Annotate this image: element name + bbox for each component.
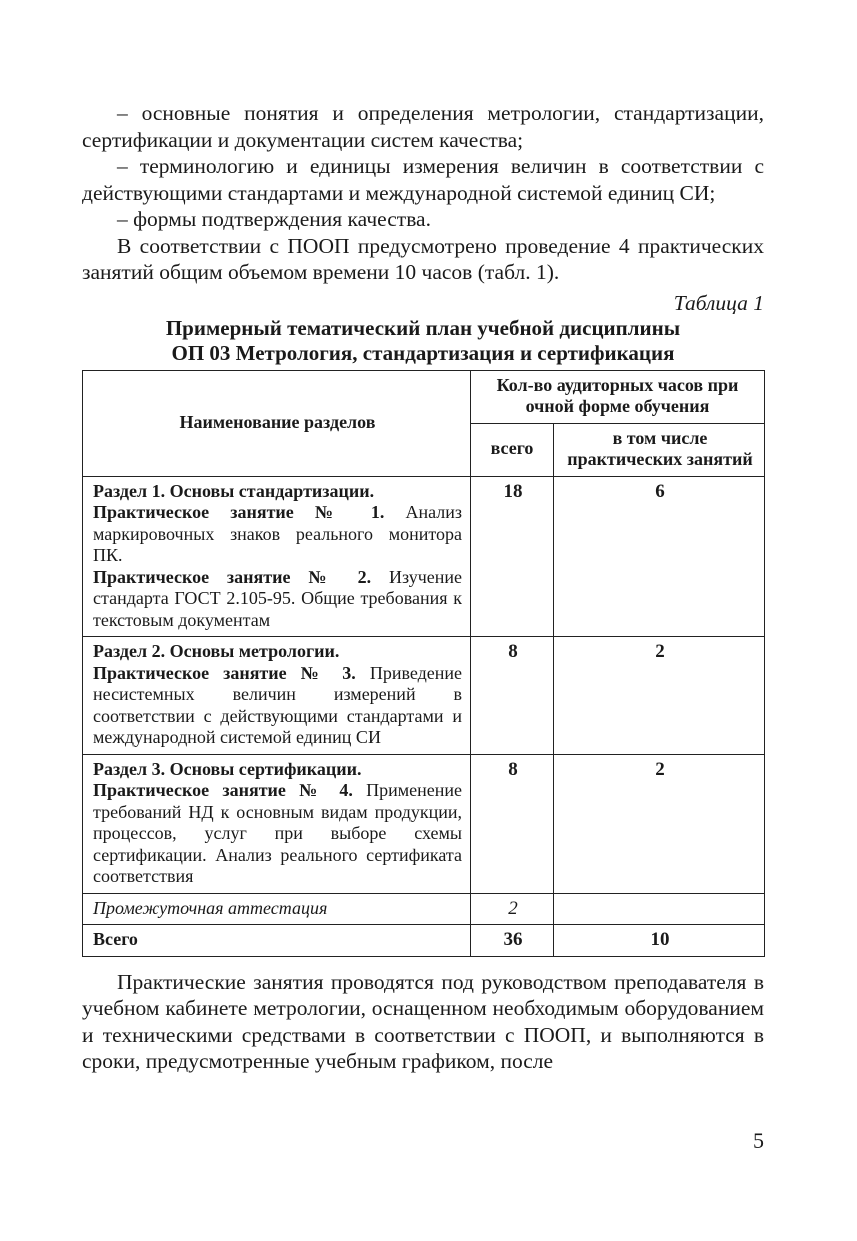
row-total: 18 xyxy=(471,476,554,637)
row-practical: 2 xyxy=(554,637,765,755)
closing-paragraph: Практические занятия проводятся под руководством преподавателя в учебном кабинете метрологии, оснащенном необходимым оборудованием и техническими средствами в соответствии с ПООП, и выполняются в сроки, предусмотренные учебным графиком, после xyxy=(82,969,764,1073)
table-header-row-1 xyxy=(83,370,765,423)
section-title: Раздел 1. Основы стандартизации. xyxy=(93,480,375,501)
row-practical: 2 xyxy=(554,754,765,893)
sum-practical: 10 xyxy=(554,925,765,957)
intro-paragraph-3: – формы подтверждения качества. xyxy=(117,207,431,231)
table-title-line-2: ОП 03 Метрология, стандартизация и сертификация xyxy=(171,340,675,365)
header-total: всего xyxy=(471,423,554,476)
row-total: 8 xyxy=(471,637,554,755)
practical-label: Практическое занятие № 1. xyxy=(93,502,385,522)
practical-label: Практическое занятие № 3. xyxy=(93,662,356,683)
intro-paragraph-4: В соответствии с ПООП предусмотрено проведение 4 практических занятий общим объемом времени 10 часов (табл. 1). xyxy=(82,233,764,284)
practical-text: Приведение несистемных величин измерений в соответствии с действующими стандартами и международной системой единиц СИ xyxy=(93,662,462,747)
intro-paragraph-1: – основные понятия и определения метрологии, стандартизации, сертификации и документации систем качества; xyxy=(82,101,764,152)
sum-label: Всего xyxy=(83,925,471,957)
table-row xyxy=(83,637,765,755)
practical-label: Практическое занятие № 4. xyxy=(93,780,353,800)
page-content xyxy=(82,100,764,1075)
table-label: Таблица 1 xyxy=(673,290,764,315)
header-hours-group: Кол-во аудиторных часов при очной форме обучения xyxy=(471,370,765,423)
practical-label: Практическое занятие № 2. xyxy=(93,566,372,587)
practical-text: Изучение стандарта ГОСТ 2.105-95. Общие требования к текстовым документам xyxy=(93,566,463,630)
intro-paragraph-2: – терминологию и единицы измерения величин в соответствии с действующими стандартами и международной системой единиц СИ; xyxy=(82,154,764,205)
row-practical: 6 xyxy=(554,476,765,637)
interim-practical xyxy=(554,893,765,925)
page-number: 5 xyxy=(753,1128,764,1153)
practical-text: Применение требований НД к основным видам продукции, процессов, услуг при выборе схемы сертификации. Анализ реального сертификата соответствия xyxy=(93,780,462,886)
thematic-plan-table xyxy=(82,370,765,957)
interim-total: 2 xyxy=(471,893,554,925)
header-practical: в том числе практических занятий xyxy=(554,423,765,476)
table-row-interim xyxy=(83,893,765,925)
table-row xyxy=(83,754,765,893)
row-description xyxy=(83,754,471,893)
practical-text: Анализ маркировочных знаков реального монитора ПК. xyxy=(93,502,462,565)
row-total: 8 xyxy=(471,754,554,893)
table-title-line-1: Примерный тематический план учебной дисциплины xyxy=(165,315,681,340)
row-description xyxy=(83,637,471,755)
header-section-name: Наименование разделов xyxy=(83,370,471,476)
section-title: Раздел 3. Основы сертификации. xyxy=(93,758,362,779)
table-title xyxy=(82,316,764,366)
table-row xyxy=(83,476,765,637)
section-title: Раздел 2. Основы метрологии. xyxy=(93,641,340,661)
interim-label: Промежуточная аттестация xyxy=(83,893,471,925)
sum-total: 36 xyxy=(471,925,554,957)
table-row-total xyxy=(83,925,765,957)
row-description xyxy=(83,476,471,637)
